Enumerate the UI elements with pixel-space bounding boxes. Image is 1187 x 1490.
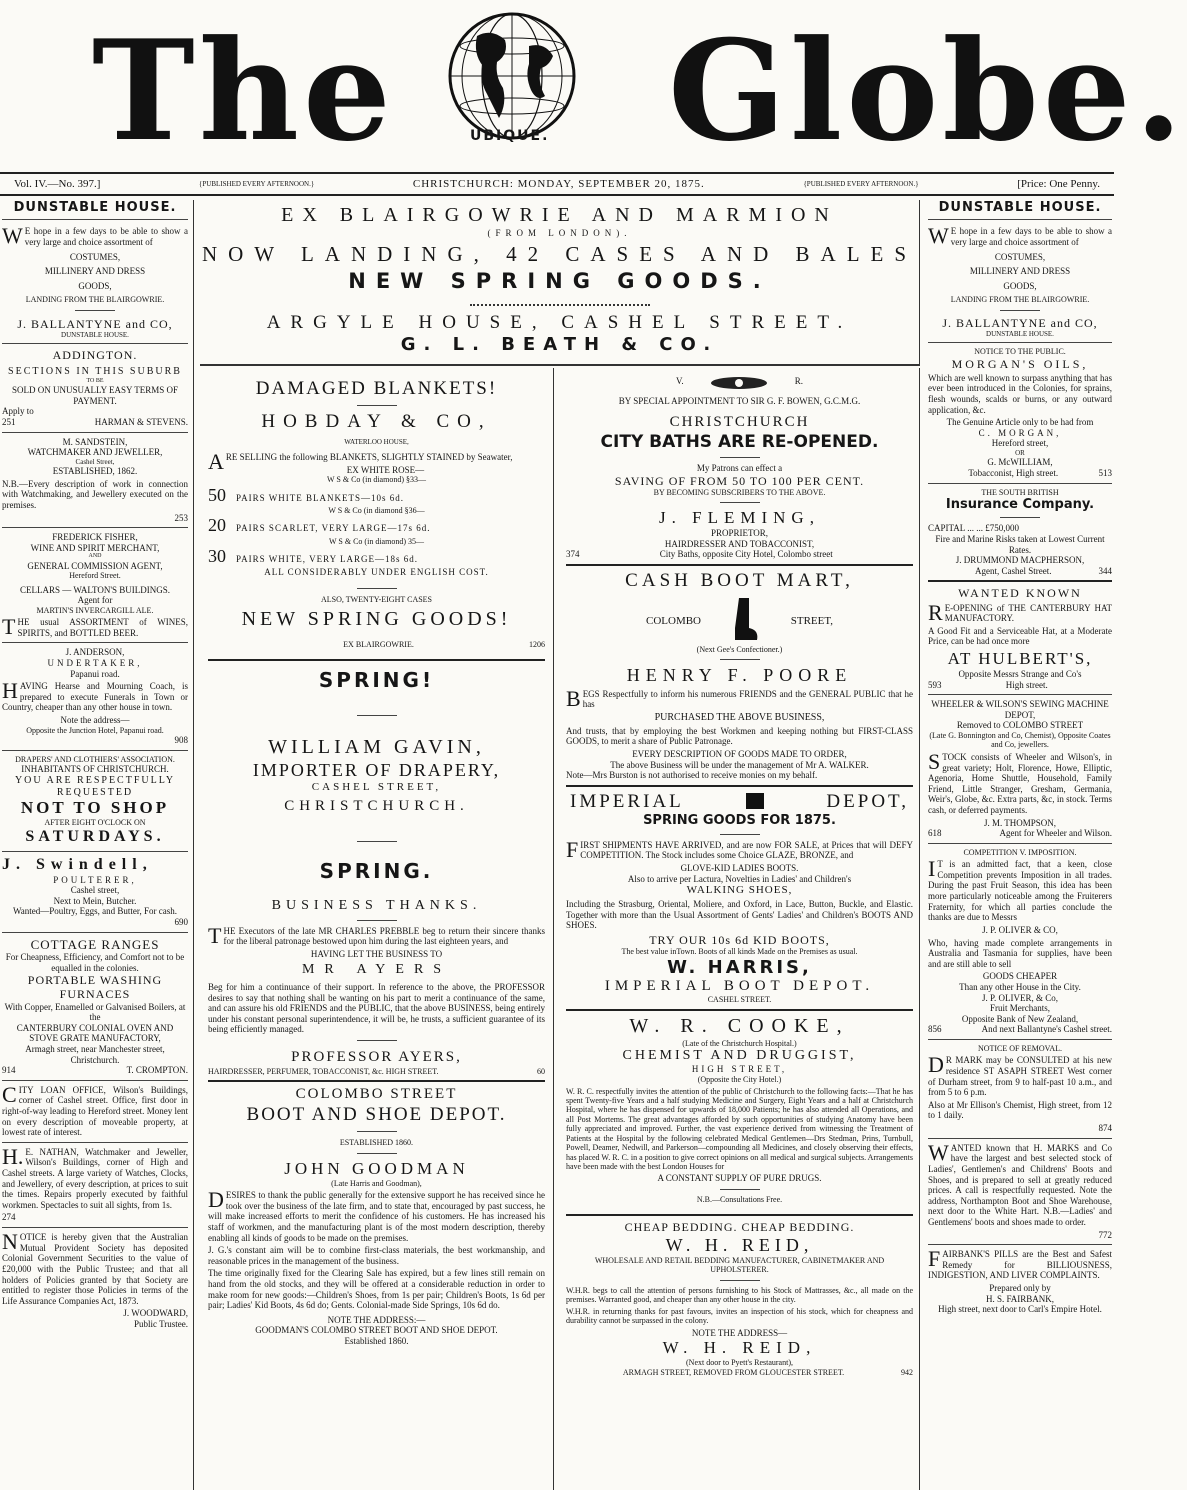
next-gee: (Next Gee's Confectioner.) <box>696 645 783 655</box>
opp-strange: Opposite Messrs Strange and Co's <box>958 669 1082 679</box>
tob-no: 513 <box>1098 467 1112 478</box>
cheap-bedding: CHEAP BEDDING. CHEAP BEDDING. <box>624 1220 855 1235</box>
with-copper: With Copper, Enamelled or Galvanised Boilers, at the <box>4 1001 186 1023</box>
wanted-marks: WANTED known that H. MARKS and Co have the largest and best selected stock of Ladies', Gentlemen's and Childrens' Boots and Shoes, and is prepared to sell at greatly reduced prices. A call is respectfully requested. Note the address, Northampton Boot and Shoe Warehouse, next door to the White Hart. N.B.—Ladies' and Gentlemens' boots and shoes made to order. <box>928 1139 1112 1227</box>
woodward: J. WOODWARD, <box>123 1308 188 1319</box>
ballantyne: J. BALLANTYNE and CO, <box>17 316 173 331</box>
than-any: Than any other House in the City. <box>959 981 1081 992</box>
published-left: {PUBLISHED EVERY AFTERNOON.} <box>199 179 315 188</box>
w-harris: W. HARRIS, <box>667 956 812 978</box>
begs: BEGS Respectfully to inform his numerous FRIENDS and the GENERAL PUBLIC that he has <box>566 685 913 711</box>
also-ellison: Also at Mr Ellison's Chemist, High street, from 12 to 1 daily. <box>928 1099 1112 1121</box>
not-to-shop: NOT TO SHOP <box>20 798 170 818</box>
every-description: EVERY DESCRIPTION OF GOODS MADE TO ORDER, <box>632 748 847 759</box>
hobday: HOBDAY & CO, <box>261 411 492 433</box>
fire-marine: Fire and Marine Risks taken at Lowest Current Rates. <box>935 533 1105 555</box>
imperial-boot-depot: IMPERIAL BOOT DEPOT. <box>604 977 875 994</box>
city-loan: CITY LOAN OFFICE, Wilson's Buildings, corner of Cashel street. Office, first door in right-of-way leading to Hereford street. Money lent on every description of moveable property, at lowest rate of interest. <box>2 1081 188 1138</box>
agent-for: Agent for <box>77 595 113 606</box>
pairs-scarlet: PAIRS SCARLET, VERY LARGE—17s 6d. <box>236 523 431 534</box>
insurance-company: Insurance Company. <box>945 496 1095 512</box>
hereford: Hereford Street. <box>69 571 121 581</box>
ex-white-rose: EX WHITE ROSE— <box>346 464 425 475</box>
armagh-street: Armagh street, near Manchester street, Christchurch. <box>25 1043 165 1065</box>
ws2: W S & Co (in diamond §36— <box>328 505 425 515</box>
william-gavin: WILLIAM GAVIN, <box>268 735 485 758</box>
mrs-burston: Note—Mrs Burston is not authorised to receive monies on my behalf. <box>566 770 818 781</box>
importer-drapery: IMPORTER OF DRAPERY, <box>252 759 501 780</box>
hs-fairbank: H. S. FAIRBANK, <box>985 1293 1055 1304</box>
harman: HARMAN & STEVENS. <box>94 417 188 428</box>
professor-ayers: PROFESSOR AYERS, <box>291 1048 462 1065</box>
business-thanks: BUSINESS THANKS. <box>271 898 482 914</box>
column-1 <box>2 200 194 1490</box>
wholesale-bedding: WHOLESALE AND RETAIL BEDDING MANUFACTURER, CABINETMAKER AND UPHOLSTERER. <box>594 1255 885 1275</box>
published-right: {PUBLISHED EVERY AFTERNOON.} <box>803 179 919 188</box>
swindell: J. Swindell, <box>2 855 153 873</box>
notice-amp: NOTICE is hereby given that the Australian Mutual Provident Society has deposited Colonial Government Securities to the value of £20,000 with the Public Trustee; and that all holders of Policies granted by that Society are entitled to register those Policies in terms of the Life Assurance Companies Act, 1873. <box>2 1229 188 1306</box>
clearing-sale: The time originally fixed for the Clearing Sale has expired, but a few lines still remain on hand from the old stocks, and they will be offered at a considerable reduction in order to make room for new goods:—Children's Shoes, from 1s per pair; Children's Boots, 1s 6d per pair; Ladies' Kid Boots, 4s 6d do; Gents. Colonial-made Side Springs, 10s 6d do. <box>208 1268 545 1311</box>
crompton-no: 914 <box>2 1065 16 1076</box>
having-let: HAVING LET THE BUSINESS TO <box>310 948 443 959</box>
sold: SOLD ON UNUSUALLY EASY TERMS OF PAYMENT. <box>11 385 179 406</box>
next-ballantyne: And next Ballantyne's Cashel street. <box>981 1024 1112 1035</box>
best-value: The best value inTown. Boots of all kinds Made on the Premises as usual. <box>621 947 858 957</box>
constant-supply: A CONSTANT SUPPLY OF PURE DRUGS. <box>657 1173 822 1184</box>
mark-no: 874 <box>1098 1123 1112 1134</box>
removed-colombo: Removed to COLOMBO STREET <box>956 720 1084 731</box>
consultations-free: N.B.—Consultations Free. <box>696 1195 783 1205</box>
agent-cashel: Agent, Cashel Street. <box>975 565 1052 576</box>
john-goodman: JOHN GOODMAN <box>284 1158 469 1178</box>
banner-line5: ARGYLE HOUSE, CASHEL STREET. <box>266 311 853 333</box>
papanui: Papanui road. <box>70 668 120 679</box>
jp-oliver-2: J. P. OLIVER, & Co, <box>981 992 1058 1003</box>
tobacconist: Tobacconist, High street. <box>968 467 1059 478</box>
banner-line1: EX BLAIRGOWRIE AND MARMION <box>281 204 838 226</box>
agent-wheeler: Agent for Wheeler and Wilson. <box>999 828 1112 839</box>
colombo-label: COLOMBO <box>646 615 702 628</box>
established-1860: ESTABLISHED 1860. <box>339 1138 414 1148</box>
goodmans-depot: GOODMAN'S COLOMBO STREET BOOT AND SHOE DEPOT. <box>255 1325 498 1336</box>
city-baths-address: City Baths, opposite City Hotel, Colombo street <box>659 549 833 560</box>
opp-no: 908 <box>174 735 188 746</box>
wanted-no: 690 <box>174 917 188 928</box>
w-r-cooke: W. R. COOKE, <box>629 1014 850 1037</box>
harman-no: 251 <box>2 417 16 428</box>
notice-public: NOTICE TO THE PUBLIC. <box>974 347 1066 357</box>
ex-blairgowrie: EX BLAIRGOWRIE. <box>343 639 414 649</box>
cashel-street-2: Cashel street, <box>70 885 120 896</box>
martin-ale: MARTIN'S INVERCARGILL ALE. <box>36 605 154 615</box>
drapers: DRAPERS' AND CLOTHIERS' ASSOCIATION. <box>15 754 175 764</box>
mcwilliam: G. McWILLIAM, <box>987 457 1053 468</box>
henry-poore: HENRY F. POORE <box>626 665 853 686</box>
portable-furnaces: PORTABLE WASHING FURNACES <box>27 973 163 1002</box>
n20: 20 <box>208 515 226 536</box>
right-l3: GOODS, <box>1003 280 1037 291</box>
cashel-street: Cashel Street, <box>75 457 115 466</box>
trusts: And trusts, that by employing the best Workmen and keeping nothing but FIRST-CLASS GOODS, to merit a share of Public Patronage. <box>566 725 913 747</box>
ballantyne-right: J. BALLANTYNE and CO, <box>942 315 1098 330</box>
late-harris: (Late Harris and Goodman), <box>331 1178 422 1188</box>
try-kid-boots: TRY OUR 10s 6d KID BOOTS, <box>649 932 830 947</box>
reopening: RE-OPENING of THE CANTERBURY HAT MANUFACTORY. <box>928 599 1112 625</box>
note-address-2: NOTE THE ADDRESS:— <box>327 1314 426 1325</box>
executors: THE Executors of the late MR CHARLES PREBBLE beg to return their sincere thanks for the liberal patronage bestowed upon him during the last eighteen years, and <box>208 922 545 948</box>
whr-stock: W.H.R. begs to call the attention of persons furnishing to his Stock of Mattrasses, &c., all made on the premises. Warranted good, and cheaper than any other house in the city. <box>566 1285 913 1305</box>
opp-bank: Opposite Bank of New Zealand, <box>961 1013 1079 1024</box>
wanted-known: WANTED KNOWN <box>958 586 1082 601</box>
next-to-mein: Next to Mein, Butcher. <box>53 895 137 906</box>
morgans-oils: MORGAN'S OILS, <box>951 356 1089 371</box>
right-l1: COSTUMES, <box>994 251 1046 262</box>
n50: 50 <box>208 484 226 505</box>
armagh-no: 942 <box>900 1367 913 1377</box>
beg-continuance: Beg for him a continuance of their support. In reference to the above, the PROFESSOR desires to say that nothing shall be wanting on his part to merit a continuance of the same, and can assure his old FRIENDS and the PUBLIC, that the above BUSINESS, being entirely under his constant personal superintendence, it will be, he trusts, a sufficient guarantee of its being efficiently managed. <box>208 981 545 1035</box>
at-hulberts: AT HULBERT'S, <box>947 648 1093 668</box>
you-are: YOU ARE RESPECTFULLY REQUESTED <box>14 774 176 798</box>
competition: COMPETITION V. IMPOSITION. <box>963 847 1077 857</box>
whr-thanks: W.H.R. in returning thanks for past favours, invites an inspection of his stock, which for cheapness and durability cannot be surpassed in the colony. <box>566 1306 913 1326</box>
bank-no: 856 <box>928 1024 942 1035</box>
j-m-thompson: J. M. THOMPSON, <box>983 817 1057 828</box>
ballantyne-sub-right: DUNSTABLE HOUSE. <box>986 329 1054 338</box>
including: Including the Strasburg, Oriental, Moliere, and Oxford, in Lace, Button, Buckle, and Elastic. Together with more than the Usual Assortment of Gents' Ladies' and Children's BOOTS AND SHOES. <box>566 899 913 931</box>
high-next-carl: High street, next door to Carl's Empire Hotel. <box>938 1304 1102 1315</box>
notice-removal: NOTICE OF REMOVAL. <box>977 1043 1063 1053</box>
ws3: W S & Co (in diamond) 35— <box>329 536 424 546</box>
r-letter: R. <box>794 376 803 386</box>
capital: CAPITAL ... ... £750,000 <box>928 523 1019 534</box>
thompson-no: 618 <box>928 828 942 839</box>
fisher: FREDERICK FISHER, <box>52 532 138 543</box>
late-bonnington: (Late G. Bonnington and Co, Chemist), Opposite Coates and Co, jewellers. <box>929 731 1111 750</box>
cottage-ranges: COTTAGE RANGES <box>30 936 160 952</box>
ex-no: 1206 <box>529 639 545 649</box>
marks-no: 772 <box>1098 1229 1112 1240</box>
opp-city-hotel: (Opposite the City Hotel.) <box>697 1075 782 1085</box>
c-morgan: C. MORGAN, <box>978 427 1062 438</box>
high-street-right: High street. <box>1005 679 1048 690</box>
purchased: PURCHASED THE ABOVE BUSINESS, <box>654 711 825 723</box>
sandstein: M. SANDSTEIN, <box>62 436 128 447</box>
column-4 <box>924 200 1112 1490</box>
beath-banner-ad <box>200 200 920 366</box>
christchurch-baths: CHRISTCHURCH <box>669 414 810 431</box>
it-is-admitted: IT is an admitted fact, that a keen, close Competition prevents Imposition in all trades. During the past Fruit Season, this idea has been more particularly noticeable among the Fruiterers Fraternity, for which all parties conclude the thanks are due to Messrs <box>928 856 1112 923</box>
pairs-white: PAIRS WHITE BLANKETS—10s 6d. <box>236 492 405 503</box>
wine-merchant: WINE AND SPIRIT MERCHANT, <box>30 542 160 553</box>
wanted-poultry: Wanted—Poultry, Eggs, and Butter, For cash. <box>12 906 178 917</box>
dunstable-body-right: WE hope in a few days to be able to show a very large and choice assortment of <box>928 223 1112 249</box>
also-cases: ALSO, TWENTY-EIGHT CASES <box>320 594 433 604</box>
dunstable-line3: GOODS, <box>78 280 112 291</box>
imperial-label: IMPERIAL <box>570 790 684 812</box>
south-british: THE SOUTH BRITISH <box>981 487 1059 497</box>
usual-assortment: THE usual ASSORTMENT of WINES, SPIRITS, and BOTTLED BEER. <box>2 614 188 640</box>
christchurch: CHRISTCHURCH. <box>284 797 469 814</box>
city-baths: CITY BATHS ARE RE-OPENED. <box>600 431 879 452</box>
addington: ADDINGTON. <box>52 348 138 363</box>
dunstable-line2: MILLINERY AND DRESS <box>44 266 146 277</box>
also-arrive: Also to arrive per Lactura, Novelties in Ladies' and Children's <box>627 873 852 884</box>
good-fit: A Good Fit and a Serviceable Hat, at a Moderate Price, can be had once more <box>928 625 1112 647</box>
price: [Price: One Penny. <box>1017 177 1100 190</box>
fairbank-pills: FAIRBANK'S PILLS are the Best and Safest Remedy for BILLIOUSNESS, INDIGESTION, AND LIVER COMPLAINTS. <box>928 1246 1112 1281</box>
apply: Apply to <box>2 406 34 417</box>
fruit-merchants: Fruit Merchants, <box>990 1003 1050 1014</box>
agent-no: 344 <box>1098 565 1112 576</box>
established: ESTABLISHED, 1862. <box>52 466 138 477</box>
nb-watchmaking: N.B.—Every description of work in connection with Watchmaking, and Jewellery executed on the premises. <box>2 478 188 510</box>
nb-no: 253 <box>174 512 188 523</box>
saturdays: SATURDAYS. <box>25 827 165 845</box>
by-becoming: BY BECOMING SUBSCRIBERS TO THE ABOVE. <box>653 487 826 497</box>
depot-label: DEPOT, <box>826 790 909 812</box>
high-street: HIGH STREET, <box>691 1064 788 1075</box>
wrc-invites: W. R. C. respectfully invites the attention of the public of Christchurch to the following facts:—That he has spent Twenty-five Years and a half studying Medicine and Surgery, Eight Years and a half at Christchurch Hospital, where he has dispensed for upwards of 18,000 Patients; he has also attended all Operations, and all Post Mortems. The great advantages afforded by such opportunities of studying Anatomy have been fully appreciated and improved. Further, the vast experience derived from witnessing the Treatment of Patients at the Hospital by the following celebrated Medical Gentlemen—Drs Stedman, Prins, Turnbull, Powell, Deamer, Nedwill, and Parkerson—compounding all Medicines, and closely observing their effects, has placed W. R. C. in a position to give correct opinions on all medical and surgical subjects. Arrangements have been made with the best London Houses for <box>566 1086 913 1171</box>
poulterer: POULTERER, <box>53 874 137 885</box>
hereford-right: Hereford street, <box>991 438 1049 449</box>
column-3 <box>560 368 920 1490</box>
public-trustee: Public Trustee. <box>133 1318 188 1329</box>
stock-consists: STOCK consists of Wheeler and Wilson's, in great variety; Holt, Florence, Howe, Elliptic, Agenoria, Home Shuttle, Household, Family Friend, Little Stranger, Gresham, Germania, Weir's, Globe, &c. Extra parts, &c, in stock. Terms cash, or deferred payments. <box>928 748 1112 815</box>
patrons: My Patrons can effect a <box>696 462 783 473</box>
goods-cheaper: GOODS CHEAPER <box>982 971 1058 982</box>
special-appointment: BY SPECIAL APPOINTMENT TO SIR G. F. BOWEN, G.C.M.G. <box>618 395 861 406</box>
right-l2: MILLINERY AND DRESS <box>969 266 1071 277</box>
undertaker: UNDERTAKER, <box>47 658 143 669</box>
note-address-3: NOTE THE ADDRESS— <box>691 1327 788 1338</box>
crompton: T. CROMPTON. <box>126 1065 188 1076</box>
note-address: Note the address— <box>60 715 130 726</box>
prepared-by: Prepared only by <box>989 1283 1051 1293</box>
cash-boot-mart: CASH BOOT MART, <box>625 570 854 592</box>
cashel-st: CASHEL STREET, <box>311 780 442 793</box>
proprietor: PROPRIETOR, <box>710 528 769 539</box>
v-letter: V. <box>676 376 684 386</box>
hairdresser-tobacconist: HAIRDRESSER AND TOBACCONIST, <box>664 538 815 549</box>
masthead-motto: UBIQUE. <box>470 128 550 144</box>
watchmaker: WATCHMAKER AND JEWELLER, <box>27 447 163 458</box>
royal-arms-icon <box>709 376 769 393</box>
after-eight: AFTER EIGHT O'CLOCK ON <box>44 818 146 828</box>
nathan-no: 274 <box>2 1212 16 1223</box>
cellars: CELLARS — WALTON'S BUILDINGS. <box>20 584 170 595</box>
opposite-junction: Opposite the Junction Hotel, Papanui road. <box>26 725 164 735</box>
desires: DESIRES to thank the public generally for the extensive support he has received since he took over the business of the late firm, and to state that, encouraged by past success, he will make increased efforts to merit the confidence of his customers. He has increased his staff of workmen, and the manufacturing plant is of the most modern description, thereby enabling all kinds of goods to be made on the premises. <box>208 1187 545 1243</box>
canterbury-oven: CANTERBURY COLONIAL OVEN AND STOVE GRATE MANUFACTORY, <box>16 1022 174 1044</box>
w-h-reid: W. H. REID, <box>665 1234 814 1255</box>
next-pyett: (Next door to Pyett's Restaurant), <box>686 1358 793 1368</box>
right-l4: LANDING FROM THE BLAIRGOWRIE. <box>950 295 1090 305</box>
anderson: J. ANDERSON, <box>65 647 125 658</box>
and: AND <box>88 553 102 560</box>
morgans-body: Which are well known to surpass anything that has ever been introduced in the Colonies, for sprains, flesh wounds, scalds or burns, or any outward application, &c. <box>928 372 1112 415</box>
wheeler-wilson: WHEELER & WILSON'S SEWING MACHINE DEPOT, <box>931 699 1109 720</box>
banner-line2: (FROM LONDON). <box>487 227 632 238</box>
baths-no: 374 <box>566 549 580 560</box>
masthead-word-right: Globe. <box>668 9 1187 172</box>
banner-line6: G. L. BEATH & CO. <box>400 334 719 356</box>
established-2: Established 1860. <box>344 1336 409 1347</box>
having-hearse: HAVING Hearse and Mourning Coach, is prepared to execute Funerals in Town or Country, cheaper than any other house in town. <box>2 678 188 713</box>
dunstable-title-right: DUNSTABLE HOUSE. <box>938 200 1102 215</box>
n30: 30 <box>208 546 226 567</box>
or: OR <box>1015 449 1025 458</box>
hairdresser-perfumer: HAIRDRESSER, PERFUMER, TOBACCONIST, &c. HIGH STREET. <box>208 1066 439 1076</box>
masthead <box>0 0 1187 172</box>
sections: SECTIONS IN THIS SUBURB <box>8 366 182 378</box>
spring-goods-1875: SPRING GOODS FOR 1875. <box>643 813 836 829</box>
walking-shoes: WALKING SHOES, <box>686 884 793 897</box>
jg-aim: J. G.'s constant aim will be to combine first-class materials, the best workmanship, and reasonable prices in the management of the business. <box>208 1245 545 1266</box>
ballantyne-sub: DUNSTABLE HOUSE. <box>61 330 129 339</box>
ws1: W S & Co (in diamond) §33— <box>327 475 426 485</box>
first-shipments: FIRST SHIPMENTS HAVE ARRIVED, and are now FOR SALE, at Prices that will DEFY COMPETITION. The Stock includes some Choice GLAZE, BRONZE, and <box>566 836 913 862</box>
dunstable-body: WE hope in a few days to be able to show a very large and choice assortment of <box>2 223 188 249</box>
column-2 <box>200 368 554 1490</box>
genuine: The Genuine Article only to be had from <box>946 417 1094 428</box>
boot-icon <box>733 598 759 645</box>
boot-shoe-depot: BOOT AND SHOE DEPOT. <box>246 1103 507 1125</box>
opp-no-right: 593 <box>928 679 942 690</box>
place-date: CHRISTCHURCH: MONDAY, SEPTEMBER 20, 1875. <box>412 177 705 190</box>
banner-line4: NEW SPRING GOODS. <box>348 268 771 293</box>
dateline <box>0 172 1114 196</box>
pairs-white-2: PAIRS WHITE, VERY LARGE—18s 6d. <box>236 554 419 565</box>
all-considerably: ALL CONSIDERABLY UNDER ENGLISH COST. <box>264 567 489 578</box>
street-label: STREET, <box>790 615 833 628</box>
chemist-druggist: CHEMIST AND DRUGGIST, <box>622 1047 857 1063</box>
armagh-removed: ARMAGH STREET, REMOVED FROM GLOUCESTER STREET. <box>622 1367 845 1377</box>
mr-ayers: MR AYERS <box>301 962 452 978</box>
saving: SAVING OF FROM 50 TO 100 PER CENT. <box>614 473 865 488</box>
dunstable-line1: COSTUMES, <box>69 251 121 262</box>
general-agent: GENERAL COMMISSION AGENT, <box>27 560 163 571</box>
to-be: TO BE <box>86 378 104 385</box>
above-business: The above Business will be under the management of Mr A. WALKER. <box>610 759 869 770</box>
dunstable-title: DUNSTABLE HOUSE. <box>13 200 177 215</box>
shoe-emblem-icon <box>744 791 766 814</box>
w-h-reid-2: W. H. REID, <box>662 1338 817 1358</box>
nathan: H.E. NATHAN, Watchmaker and Jeweller, Wilson's Buildings, corner of High and Cashel streets. A large variety of Watches, Clocks, and Jewellery, of every description, at prices to suit the times. Repairs properly executed by faithful workmen. Spectacles to suit all sights, from 1s. <box>2 1143 188 1210</box>
spring-heading-2: SPRING. <box>319 859 434 884</box>
hair-no: 60 <box>537 1066 545 1076</box>
cashel-st-3: CASHEL STREET. <box>707 995 772 1005</box>
banner-line3: NOW LANDING, 42 CASES AND BALES <box>201 242 918 267</box>
late-hospital: (Late of the Christchurch Hospital.) <box>682 1038 797 1048</box>
damaged-blankets: DAMAGED BLANKETS! <box>255 378 498 399</box>
cheapness: For Cheapness, Efficiency, and Comfort not to be equalled in the colonies. <box>5 951 185 973</box>
new-spring-goods: NEW SPRING GOODS! <box>241 608 512 631</box>
who-having: Who, having made complete arrangements in Australia and Tasmania for supplies, have been and are still able to sell <box>928 937 1112 969</box>
j-fleming: J. FLEMING, <box>659 508 820 528</box>
glove-kid: GLOVE-KID LADIES BOOTS. <box>680 862 799 873</box>
dr-mark: DR MARK may be CONSULTED at his new residence ST ASAPH STREET West corner of Durham street, from 9 to half-past 10 a.m., and from 5 to 6 p.m. <box>928 1052 1112 1098</box>
volume-number: Vol. IV.—No. 397.] <box>14 177 101 190</box>
colombo-street: COLOMBO STREET <box>295 1086 458 1103</box>
masthead-word-left: The <box>92 9 395 172</box>
dunstable-line4: LANDING FROM THE BLAIRGOWRIE. <box>25 295 165 305</box>
are-selling: ARE SELLING the following BLANKETS, SLIGHTLY STAINED by Seawater, <box>208 449 513 475</box>
waterloo: WATERLOO HOUSE, <box>344 437 409 446</box>
spring-heading-1: SPRING! <box>318 668 435 693</box>
drummond: J. DRUMMOND MACPHERSON, <box>955 555 1085 566</box>
jp-oliver: J. P. OLIVER & CO, <box>982 924 1058 935</box>
inhabitants: INHABITANTS OF CHRISTCHURCH. <box>21 764 169 775</box>
